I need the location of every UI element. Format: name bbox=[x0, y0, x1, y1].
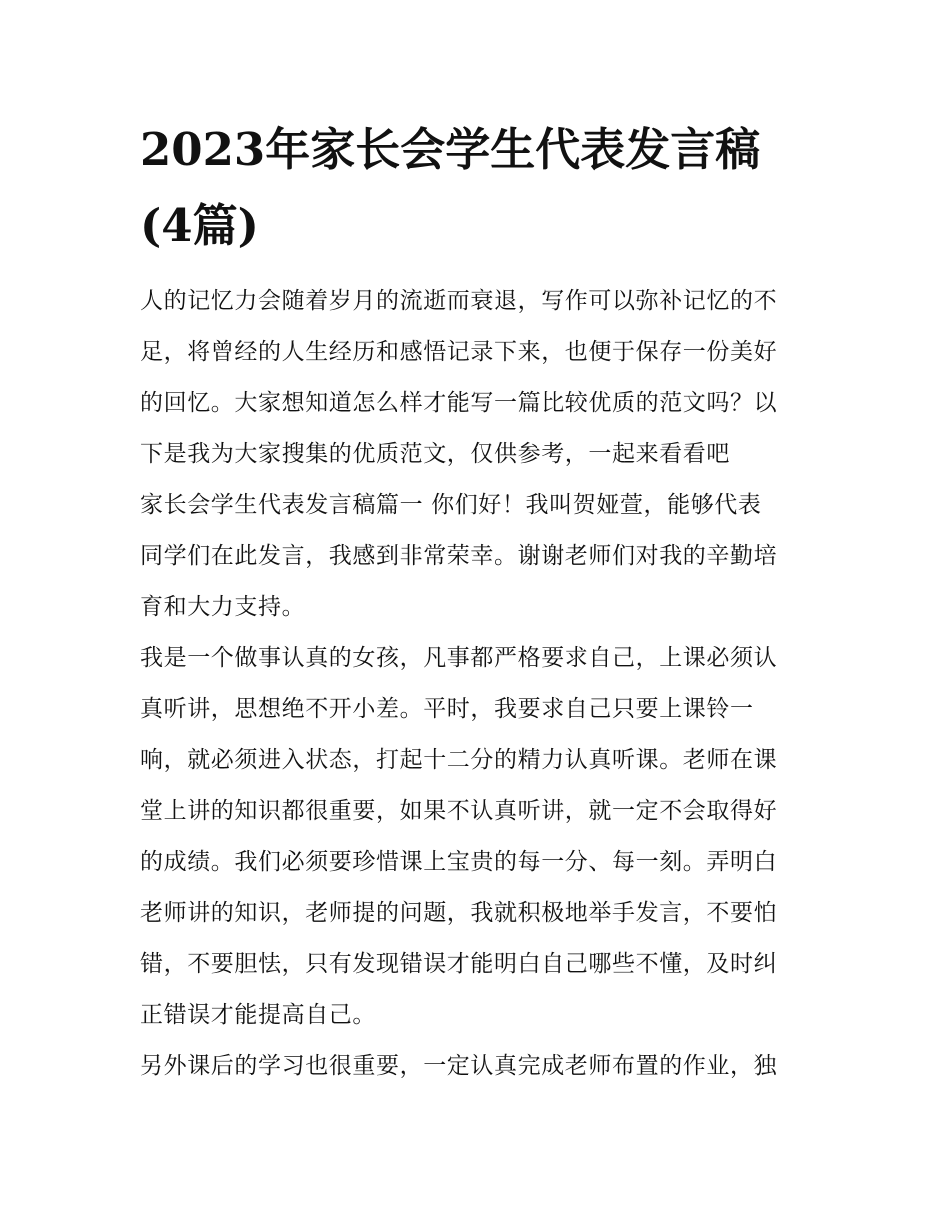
text-line: 响，就必须进入状态，打起十二分的精力认真听课。老师在课 bbox=[140, 747, 778, 773]
text-line: 下是我为大家搜集的优质范文，仅供参考，一起来看看吧 bbox=[140, 441, 730, 467]
text-line: 我是一个做事认真的女孩，凡事都严格要求自己，上课必须认 bbox=[140, 645, 778, 671]
text-line: 育和大力支持。 bbox=[140, 594, 306, 620]
text-line: 的回忆。大家想知道怎么样才能写一篇比较优质的范文吗？以 bbox=[140, 390, 778, 416]
text-line: 另外课后的学习也很重要，一定认真完成老师布置的作业，独 bbox=[140, 1053, 778, 1079]
page-title bbox=[140, 112, 830, 264]
title-line: 2023年家长会学生代表发言稿 bbox=[140, 123, 761, 176]
text-line: 家长会学生代表发言稿篇一 你们好！我叫贺娅萱，能够代表 bbox=[140, 492, 762, 518]
text-line: 错，不要胆怯，只有发现错误才能明白自己哪些不懂，及时纠 bbox=[140, 951, 778, 977]
text-line: 人的记忆力会随着岁月的流逝而衰退，写作可以弥补记忆的不 bbox=[140, 288, 778, 314]
text-line: 足，将曾经的人生经历和感悟记录下来，也便于保存一份美好 bbox=[140, 339, 778, 365]
text-line: 的成绩。我们必须要珍惜课上宝贵的每一分、每一刻。弄明白 bbox=[140, 849, 778, 875]
text-line: 老师讲的知识，老师提的问题，我就积极地举手发言，不要怕 bbox=[140, 900, 778, 926]
text-line: 堂上讲的知识都很重要，如果不认真听讲，就一定不会取得好 bbox=[140, 798, 778, 824]
body-text bbox=[140, 276, 830, 1092]
text-line: 真听讲，思想绝不开小差。平时，我要求自己只要上课铃一 bbox=[140, 696, 754, 722]
title-line: (4篇) bbox=[140, 199, 259, 252]
text-line: 正错误才能提高自己。 bbox=[140, 1002, 376, 1028]
text-line: 同学们在此发言，我感到非常荣幸。谢谢老师们对我的辛勤培 bbox=[140, 543, 778, 569]
